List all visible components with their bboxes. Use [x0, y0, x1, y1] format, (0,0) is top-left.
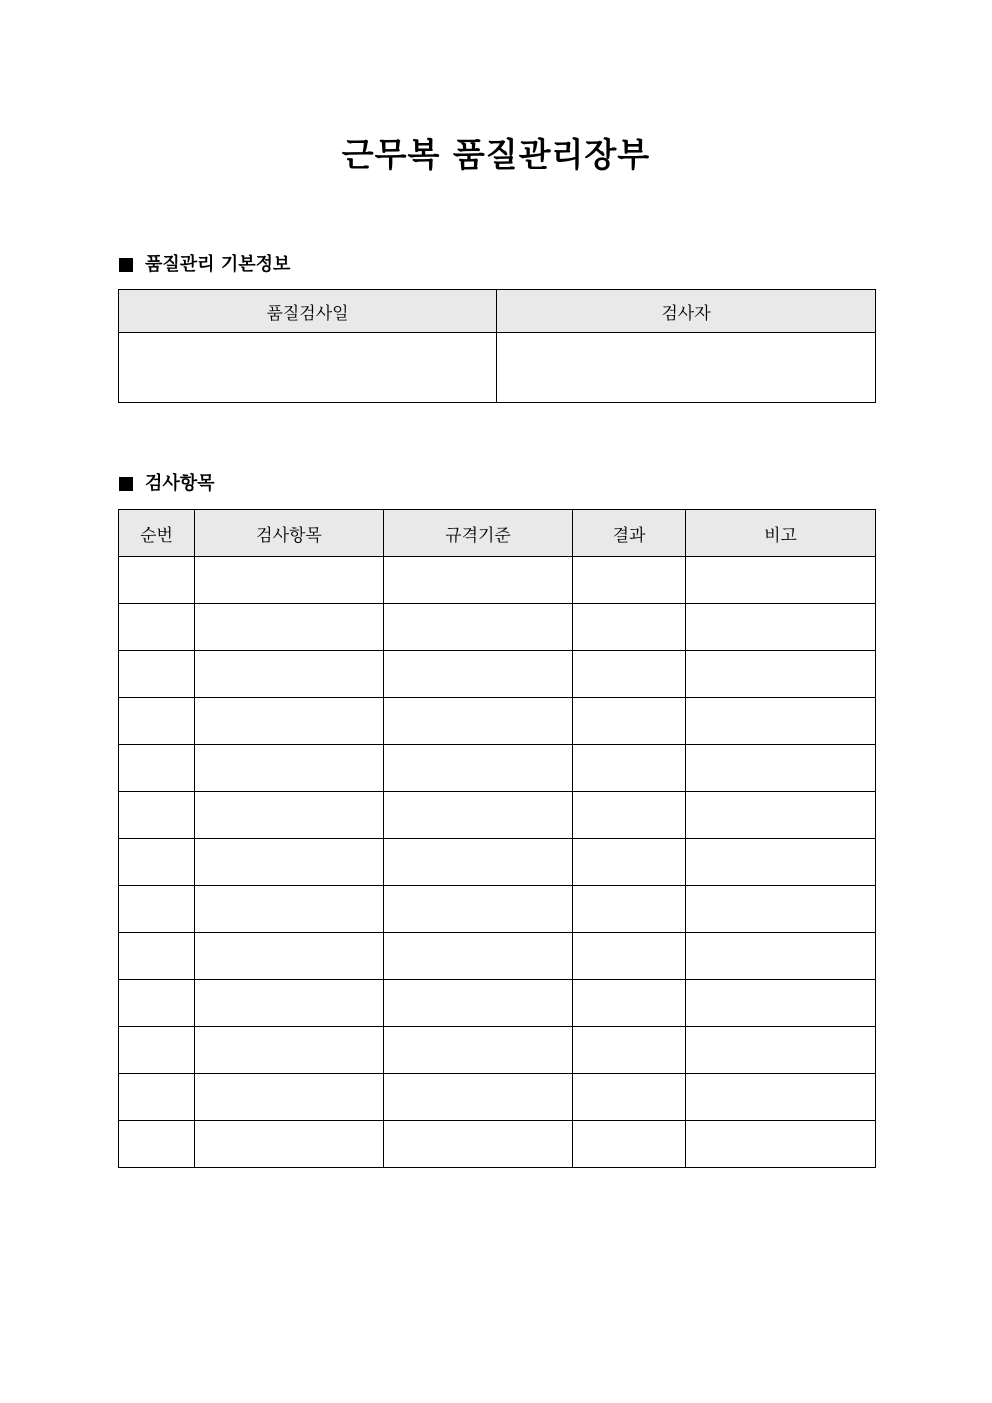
remarks-cell[interactable] [686, 745, 876, 792]
table-row [119, 1027, 876, 1074]
inspection-item-cell[interactable] [195, 839, 384, 886]
inspection-heading-text: 검사항목 [145, 473, 215, 494]
inspection-item-cell[interactable] [195, 745, 384, 792]
table-row [119, 886, 876, 933]
table-row [119, 651, 876, 698]
basic-info-heading [119, 254, 290, 276]
inspection-item-cell[interactable] [195, 1074, 384, 1121]
table-row [119, 1121, 876, 1168]
remarks-cell[interactable] [686, 1074, 876, 1121]
inspection-item-cell[interactable] [195, 933, 384, 980]
header-remarks: 비고 [686, 510, 876, 557]
table-row [119, 980, 876, 1027]
sequence-cell[interactable] [119, 1121, 195, 1168]
result-cell[interactable] [573, 557, 686, 604]
sequence-cell[interactable] [119, 557, 195, 604]
sequence-cell[interactable] [119, 745, 195, 792]
result-cell[interactable] [573, 792, 686, 839]
result-cell[interactable] [573, 698, 686, 745]
standard-cell[interactable] [384, 839, 573, 886]
result-cell[interactable] [573, 1121, 686, 1168]
sequence-cell[interactable] [119, 839, 195, 886]
sequence-cell[interactable] [119, 698, 195, 745]
table-row [119, 792, 876, 839]
inspection-item-cell[interactable] [195, 1121, 384, 1168]
table-row [119, 933, 876, 980]
standard-cell[interactable] [384, 933, 573, 980]
standard-cell[interactable] [384, 1027, 573, 1074]
table-row [119, 1074, 876, 1121]
inspection-item-cell[interactable] [195, 792, 384, 839]
sequence-cell[interactable] [119, 933, 195, 980]
basic-info-value-row [119, 333, 876, 403]
table-row [119, 604, 876, 651]
header-standard: 규격기준 [384, 510, 573, 557]
square-bullet-icon [119, 258, 133, 272]
remarks-cell[interactable] [686, 698, 876, 745]
table-row [119, 698, 876, 745]
inspector-field[interactable] [497, 333, 876, 403]
standard-cell[interactable] [384, 980, 573, 1027]
remarks-cell[interactable] [686, 604, 876, 651]
standard-cell[interactable] [384, 604, 573, 651]
standard-cell[interactable] [384, 651, 573, 698]
remarks-cell[interactable] [686, 980, 876, 1027]
sequence-cell[interactable] [119, 1027, 195, 1074]
standard-cell[interactable] [384, 1074, 573, 1121]
header-result: 결과 [573, 510, 686, 557]
header-sequence: 순번 [119, 510, 195, 557]
sequence-cell[interactable] [119, 651, 195, 698]
basic-info-table [118, 289, 876, 403]
table-row [119, 839, 876, 886]
header-inspection-item: 검사항목 [195, 510, 384, 557]
inspection-header-row [119, 510, 876, 557]
sequence-cell[interactable] [119, 886, 195, 933]
result-cell[interactable] [573, 651, 686, 698]
remarks-cell[interactable] [686, 651, 876, 698]
result-cell[interactable] [573, 1074, 686, 1121]
page-title: 근무복 품질관리장부 [341, 135, 651, 174]
inspection-item-cell[interactable] [195, 1027, 384, 1074]
standard-cell[interactable] [384, 557, 573, 604]
standard-cell[interactable] [384, 698, 573, 745]
inspection-item-cell[interactable] [195, 980, 384, 1027]
remarks-cell[interactable] [686, 839, 876, 886]
inspection-table [118, 509, 876, 1168]
standard-cell[interactable] [384, 792, 573, 839]
inspection-heading [119, 473, 215, 495]
inspection-item-cell[interactable] [195, 557, 384, 604]
standard-cell[interactable] [384, 1121, 573, 1168]
header-inspector: 검사자 [497, 290, 876, 333]
table-row [119, 745, 876, 792]
sequence-cell[interactable] [119, 604, 195, 651]
basic-info-heading-text: 품질관리 기본정보 [145, 254, 291, 275]
remarks-cell[interactable] [686, 1027, 876, 1074]
inspection-item-cell[interactable] [195, 651, 384, 698]
remarks-cell[interactable] [686, 933, 876, 980]
inspection-item-cell[interactable] [195, 698, 384, 745]
result-cell[interactable] [573, 933, 686, 980]
standard-cell[interactable] [384, 886, 573, 933]
square-bullet-icon [119, 477, 133, 491]
inspection-date-field[interactable] [119, 333, 497, 403]
table-row [119, 557, 876, 604]
remarks-cell[interactable] [686, 886, 876, 933]
sequence-cell[interactable] [119, 792, 195, 839]
header-inspection-date: 품질검사일 [119, 290, 497, 333]
result-cell[interactable] [573, 980, 686, 1027]
result-cell[interactable] [573, 604, 686, 651]
result-cell[interactable] [573, 745, 686, 792]
inspection-item-cell[interactable] [195, 886, 384, 933]
result-cell[interactable] [573, 886, 686, 933]
remarks-cell[interactable] [686, 792, 876, 839]
sequence-cell[interactable] [119, 1074, 195, 1121]
basic-info-header-row [119, 290, 876, 333]
remarks-cell[interactable] [686, 557, 876, 604]
remarks-cell[interactable] [686, 1121, 876, 1168]
result-cell[interactable] [573, 839, 686, 886]
standard-cell[interactable] [384, 745, 573, 792]
sequence-cell[interactable] [119, 980, 195, 1027]
inspection-item-cell[interactable] [195, 604, 384, 651]
result-cell[interactable] [573, 1027, 686, 1074]
